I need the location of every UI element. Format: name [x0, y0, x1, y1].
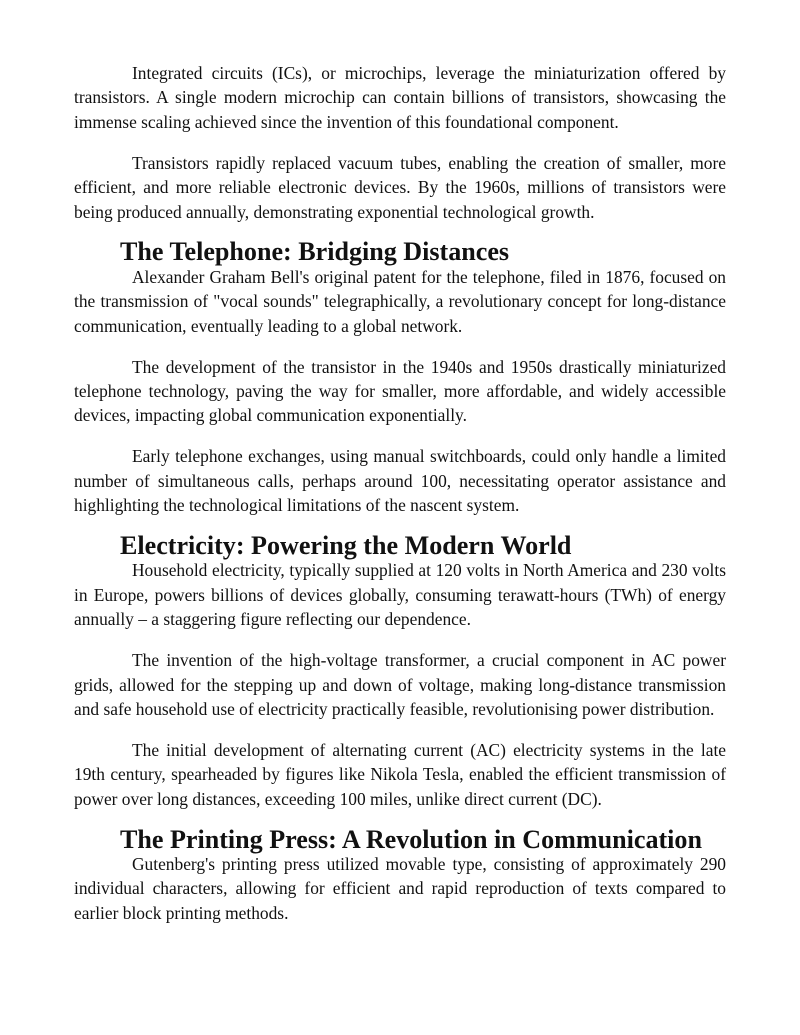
section-heading: The Telephone: Bridging Distances: [120, 237, 510, 267]
section-paragraph: Gutenberg's printing press utilized movable type, consisting of approximately 290 individual characters, allowing for efficient and rapid reproduction of texts compared to earlier block printing methods.: [74, 853, 726, 923]
section-paragraph: Household electricity, typically supplied at 120 volts in North America and 230 volts in Europe, powers billions of devices globally, consuming terawatt-hours (TWh) of energy annually – a staggering figure reflecting our dependence.: [74, 560, 726, 630]
section-telephone: [74, 237, 726, 517]
section-electricity: [74, 531, 726, 811]
section-paragraph: Alexander Graham Bell's original patent for the telephone, filed in 1876, focused on the transmission of "vocal sounds" telegraphically, a revolutionary concept for long-distance communication, eventually leading to a global network.: [74, 266, 726, 336]
section-paragraph: The initial development of alternating current (AC) electricity systems in the late 19th century, spearheaded by figures like Nikola Tesla, enabled the efficient transmission of power over long distances, exceeding 100 miles, unlike direct current (DC).: [74, 739, 726, 809]
section-heading: Electricity: Powering the Modern World: [120, 531, 572, 560]
section-paragraph: The development of the transistor in the 1940s and 1950s drastically miniaturized telephone technology, paving the way for smaller, more affordable, and widely accessible devices, impacting global communication exponentially.: [74, 356, 726, 426]
intro-paragraph-1: Integrated circuits (ICs), or microchips, leverage the miniaturization offered by transistors. A single modern microchip can contain billions of transistors, showcasing the immense scaling achieved since the invention of this foundational component.: [74, 63, 726, 132]
section-paragraph: Early telephone exchanges, using manual switchboards, could only handle a limited number of simultaneous calls, perhaps around 100, necessitating operator assistance and highlighting the technological limitations of the nascent system.: [74, 446, 726, 516]
intro-paragraph-2: Transistors rapidly replaced vacuum tubes, enabling the creation of smaller, more efficient, and more reliable electronic devices. By the 1960s, millions of transistors were being produced annually, demonstrating exponential technological growth.: [74, 152, 726, 222]
section-printing-press: [74, 824, 726, 926]
section-heading: The Printing Press: A Revolution in Communication: [120, 824, 702, 854]
section-paragraph: The invention of the high-voltage transformer, a crucial component in AC power grids, allowed for the stepping up and down of voltage, making long-distance transmission and safe household use of electricity practically feasible, revolutionising power distribution.: [74, 650, 726, 719]
